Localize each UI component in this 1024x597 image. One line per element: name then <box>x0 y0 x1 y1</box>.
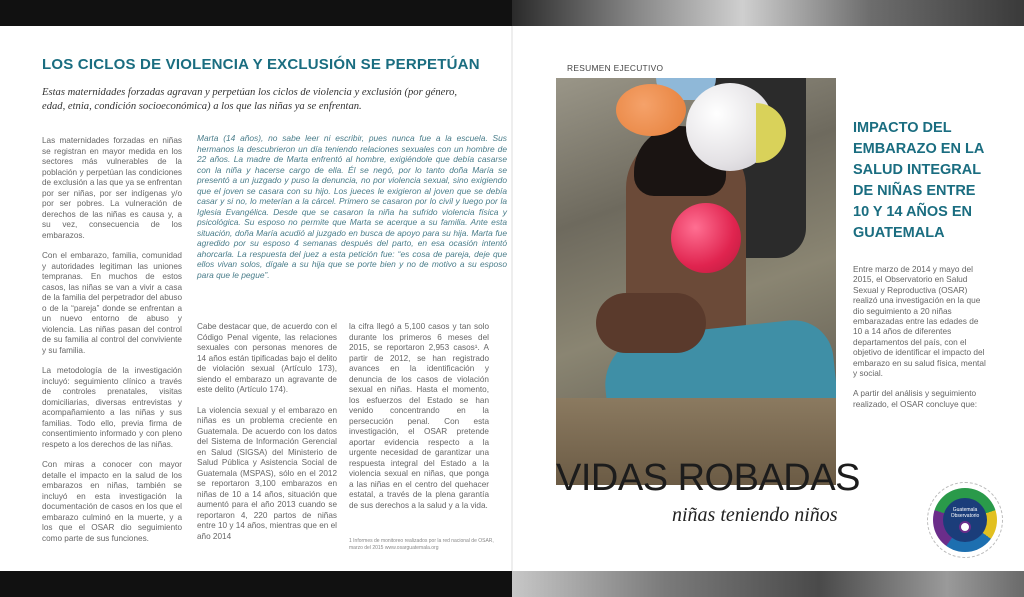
paragraph: A partir del análisis y seguimiento realizado, el OSAR concluye que: <box>853 388 978 409</box>
body-column-3 <box>349 322 489 521</box>
top-photo-strip <box>512 0 1024 26</box>
body-column-2 <box>197 322 337 552</box>
executive-summary-text <box>853 264 988 419</box>
paragraph: Con el embarazo, familia, comunidad y autoridades legitiman las uniones tempranas. En muchos de estos casos, las niñas se van a vivir a casa de la familia del perpetrador del abuso o de la “pareja” donde se enfrentan a un nuevo entorno de abuso y violencia. Las niñas pasan del control de su familia al control del conviviente y su familia. <box>42 251 182 355</box>
impact-heading: IMPACTO DEL EMBARAZO EN LA SALUD INTEGRAL DE NIÑAS ENTRE 10 Y 14 AÑOS EN GUATEMALA <box>853 120 984 241</box>
balloon-pink <box>671 203 741 273</box>
paragraph: Cabe destacar que, de acuerdo con el Código Penal vigente, las relaciones sexuales con personas menores de 14 años están tipificadas bajo el delito de violación sexual (Artículo 173), siendo el embarazo un agravante de este delito (Artículo 174). <box>197 322 337 394</box>
body-column-1 <box>42 136 182 554</box>
footnote: 1 Informes de monitoreo realizados por la red nacional de OSAR, marzo del 2015 www.osarguatemala.org <box>349 538 494 551</box>
balloon-orange <box>616 84 686 136</box>
bottom-photo-band <box>0 571 1024 597</box>
paragraph: Con miras a conocer con mayor detalle el impacto en la salud de los embarazos en niñas, también se incluyó en esta investigación la documentación de casos en los que el embarazo culminó en la muerte, y a los que el OSAR dio seguimiento como parte de sus funciones. <box>42 460 182 543</box>
section-title: LOS CICLOS DE VIOLENCIA Y EXCLUSIÓN SE PERPETÚAN <box>42 56 480 73</box>
bottom-photo-strip <box>512 571 1024 597</box>
cover-photo <box>556 78 836 485</box>
section-label: RESUMEN EJECUTIVO <box>567 63 664 73</box>
page-spread <box>0 26 1024 571</box>
paragraph: Entre marzo de 2014 y mayo del 2015, el Observatorio en Salud Sexual y Reproductiva (OSAR) realizó una investigación en la que dio seguimiento a 20 niñas embarazadas entre las edades de 10 a 14 años de diferentes departamentos del país, con el objetivo de identificar el impacto del embarazo en su salud física, mental y social. <box>853 264 986 379</box>
osar-logo-center <box>943 498 987 542</box>
cover-title: VIDAS ROBADAS <box>556 457 860 499</box>
paragraph: la cifra llegó a 5,100 casos y tan solo durante los primeros 6 meses del 2015, se reportaron 2,953 casos¹. A partir de 2012, se han registrado avances en la identificación y denuncia de los casos de violación sexual en niñas. Hasta el momento, los esfuerzos del Estado se han venido concentrando en la persecución penal. Con esta investigación, el OSAR pretende aportar evidencia respecto a la urgente necesidad de garantizar una respuesta integral del Estado a la violencia sexual en niñas, que ponga a las niñas en el centro del quehacer estatal, a través de la plena garantía de sus derechos a la salud y a la vida. <box>349 322 489 510</box>
page-gutter <box>511 26 513 571</box>
eye-icon <box>959 521 971 533</box>
section-subtitle: Estas maternidades forzadas agravan y perpetúan los ciclos de violencia y exclusión (por género, edad, etnia, condición socioeconómica) a los que las niñas ya se enfrentan. <box>42 87 458 112</box>
osar-logo-text: Guatemala Observatorio <box>950 507 980 519</box>
top-photo-band <box>0 0 1024 26</box>
paragraph: La metodología de la investigación incluyó: seguimiento clínico a través de controles prenatales, visitas domiciliarias, diversas entrevistas y acompañamiento a las niñas y sus familias. Todo ello, previa firma de consentimiento informado y con pleno respeto a los derechos de las niñas. <box>42 366 182 449</box>
photo-figure-baby <box>596 293 706 353</box>
cover-subtitle: niñas teniendo niños <box>672 504 838 526</box>
osar-logo <box>933 488 997 552</box>
paragraph: Las maternidades forzadas en niñas se registran en mayor medida en los sectores más vulnerables de la población y perpetúan las condiciones de exclusión a las que ya se enfrentan por ser niñas, por ser indígenas y/o por ser pobres. La vulneración de derechos de las niñas es causa y, a su vez, consecuencia de los embarazos. <box>42 136 182 240</box>
paragraph: La violencia sexual y el embarazo en niñas es un problema creciente en Guatemala. De acuerdo con los datos del Sistema de Información Gerencial en Salud (SIGSA) del Ministerio de Salud Pública y Asistencia Social de Guatemala (MSPAS), sólo en el 2012 se reportaron 3,100 embarazos en niñas de 10 a 14 años, situación que aumentó para el año 2013 cuando se reportaron 4, 220 partos de niñas entre 10 y 14 años, mientras que en el año 2014 <box>197 405 337 541</box>
testimonial-box: Marta (14 años), no sabe leer ni escribir, pues nunca fue a la escuela. Sus hermanos la descubrieron un día teniendo relaciones sexuales con un hombre de 22 años. La madre de Marta enfrentó al hombre, exigiéndole que debía casarse con la niña y hacerse cargo de ella. Él se negó, por lo tanto doña María se presentó a un juzgado y puso la denuncia, no por violencia sexual, sino exigiendo que el joven se casara con su hijo. Los jueces le exigieron al joven que se debía casar y si no, lo meterían a la cárcel. Primero se casaron por lo civil y luego por la Iglesia Evangélica. Desde que se casaron la niña ha sufrido violencia física y psicológica. Su esposo no permite que Marta se acerque a su familia. Ante esta situación, doña María acudió al juzgado en busca de apoyo para su hija. Marta fue agredido por su esposo 4 semanas después del parto, en esa ocasión intentó ahorcarla. La respuesta del juez a esta petición fue: “es cosa de pareja, deje que ellos vivan solos, dígale a su hija que se porte bien y no de motivo a su esposo para que le pegue”. <box>197 133 507 280</box>
